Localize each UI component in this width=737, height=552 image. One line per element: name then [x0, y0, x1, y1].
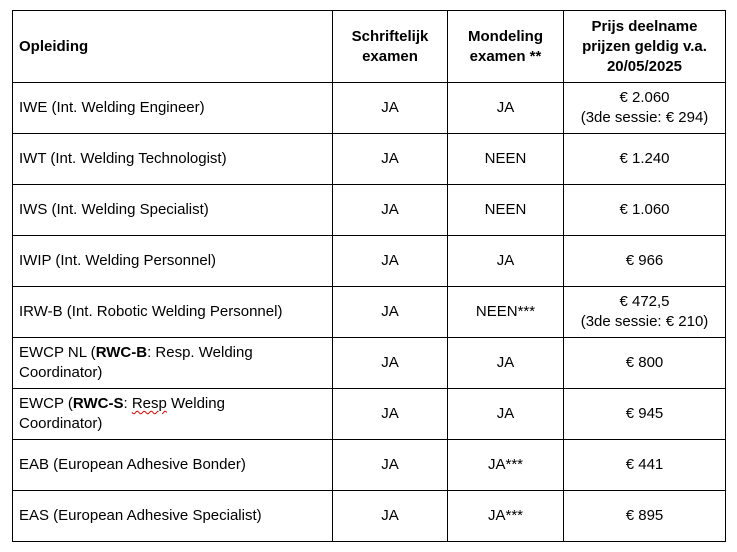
cell-prijs: € 895: [564, 491, 726, 542]
header-prijs-line1: Prijs deelname: [591, 17, 698, 35]
cell-opleiding: EAS (European Adhesive Specialist): [13, 491, 333, 542]
cell-opleiding: IWS (Int. Welding Specialist): [13, 185, 333, 236]
cell-prijs: [564, 83, 726, 134]
header-prijs-line3: 20/05/2025: [606, 57, 683, 75]
header-prijs: [564, 11, 726, 83]
price-extra: (3de sessie: € 210): [580, 313, 709, 330]
opleiding-line2: Coordinator): [19, 364, 103, 381]
opleiding-code: RWC-S: [72, 395, 124, 412]
table-row: [13, 185, 726, 236]
cell-schriftelijk: JA: [333, 236, 448, 287]
cell-opleiding: [13, 389, 333, 440]
cell-prijs: € 1.240: [564, 134, 726, 185]
opleiding-line2: Coordinator): [19, 415, 103, 432]
cell-mondeling: JA***: [448, 491, 564, 542]
header-schriftelijk-line1: Schriftelijk: [351, 27, 429, 45]
header-schriftelijk: [333, 11, 448, 83]
cell-mondeling: JA: [448, 389, 564, 440]
price-value: € 472,5: [619, 293, 670, 310]
table-row: [13, 338, 726, 389]
table-row: [13, 287, 726, 338]
cell-prijs: € 441: [564, 440, 726, 491]
cell-schriftelijk: JA: [333, 491, 448, 542]
header-row: [13, 11, 726, 83]
header-prijs-line2: prijzen geldig v.a.: [582, 37, 707, 55]
cell-schriftelijk: JA: [333, 440, 448, 491]
opleiding-text: EWCP NL (: [19, 344, 96, 361]
header-mondeling: [448, 11, 564, 83]
cell-schriftelijk: JA: [333, 134, 448, 185]
cell-mondeling: NEEN: [448, 185, 564, 236]
cell-opleiding: EAB (European Adhesive Bonder): [13, 440, 333, 491]
cell-prijs: € 945: [564, 389, 726, 440]
opleiding-text: : Resp. Welding: [147, 344, 253, 361]
cell-opleiding: IWE (Int. Welding Engineer): [13, 83, 333, 134]
header-mondeling-line2: examen **: [469, 47, 542, 65]
cell-opleiding: IRW-B (Int. Robotic Welding Personnel): [13, 287, 333, 338]
cell-prijs: € 966: [564, 236, 726, 287]
cell-schriftelijk: JA: [333, 185, 448, 236]
opleiding-text: Welding: [166, 395, 225, 412]
cell-prijs: € 1.060: [564, 185, 726, 236]
opleiding-code: RWC-B: [95, 344, 148, 361]
opleiding-text: :: [123, 395, 132, 412]
table-row: [13, 134, 726, 185]
cell-schriftelijk: JA: [333, 338, 448, 389]
opleiding-line1: [19, 394, 326, 414]
cell-prijs: € 800: [564, 338, 726, 389]
cell-mondeling: JA: [448, 236, 564, 287]
opleiding-line1: [19, 343, 326, 363]
opleiding-text: EWCP (: [19, 395, 73, 412]
header-mondeling-line1: Mondeling: [468, 27, 543, 45]
price-value: € 2.060: [619, 89, 670, 106]
header-opleiding: Opleiding: [13, 11, 333, 83]
cell-mondeling: NEEN: [448, 134, 564, 185]
price-table: [12, 10, 726, 542]
cell-schriftelijk: JA: [333, 287, 448, 338]
cell-mondeling: JA: [448, 338, 564, 389]
table-row: [13, 440, 726, 491]
cell-opleiding: [13, 338, 333, 389]
cell-mondeling: JA: [448, 83, 564, 134]
cell-opleiding: IWT (Int. Welding Technologist): [13, 134, 333, 185]
cell-schriftelijk: JA: [333, 83, 448, 134]
cell-schriftelijk: JA: [333, 389, 448, 440]
cell-mondeling: JA***: [448, 440, 564, 491]
cell-prijs: [564, 287, 726, 338]
table-row: [13, 83, 726, 134]
cell-mondeling: NEEN***: [448, 287, 564, 338]
table-row: [13, 491, 726, 542]
header-schriftelijk-line2: examen: [362, 47, 418, 65]
table-row: [13, 389, 726, 440]
spellcheck-word: Resp: [131, 395, 167, 412]
table-row: [13, 236, 726, 287]
price-extra: (3de sessie: € 294): [580, 109, 709, 126]
cell-opleiding: IWIP (Int. Welding Personnel): [13, 236, 333, 287]
